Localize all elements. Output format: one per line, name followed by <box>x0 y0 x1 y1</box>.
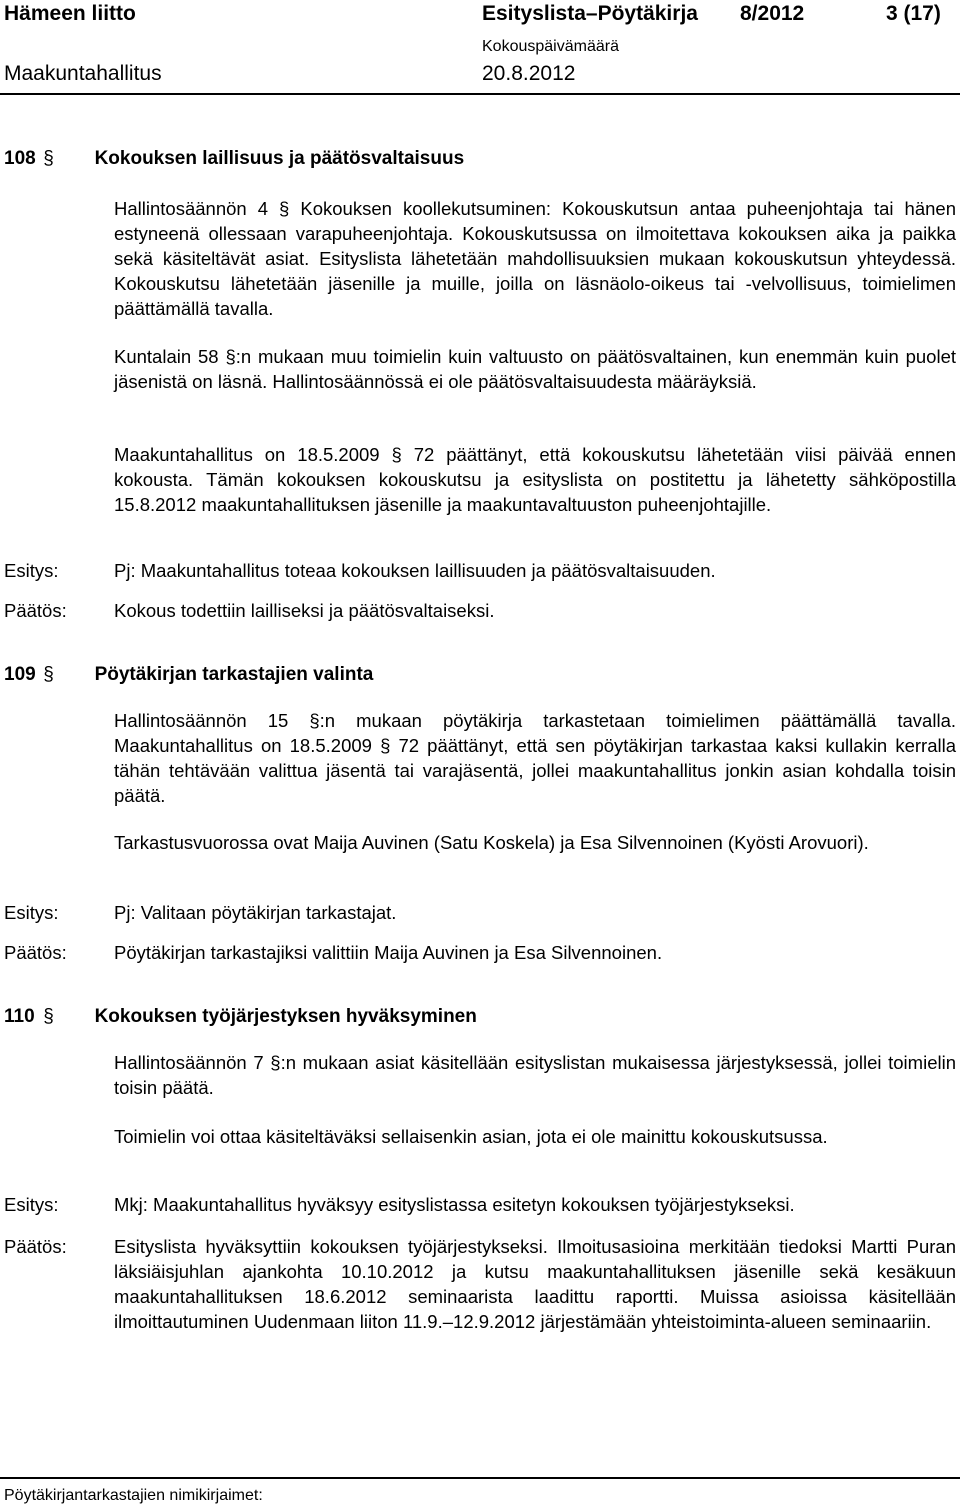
section-title: Kokouksen laillisuus ja päätösvaltaisuus <box>94 148 465 169</box>
section-number: 109 <box>4 664 36 685</box>
body-name: Maakuntahallitus <box>4 62 162 85</box>
document-header <box>4 0 956 32</box>
meeting-info <box>4 38 956 86</box>
document-number: 8/2012 <box>740 2 805 25</box>
section-symbol: § <box>43 1006 54 1027</box>
date-label: Kokouspäivämäärä <box>482 38 619 55</box>
document-type: Esityslista–Pöytäkirja <box>482 2 698 25</box>
meeting-date: 20.8.2012 <box>482 62 576 85</box>
esitys-label: Esitys: <box>4 1194 59 1215</box>
esitys-text: Mkj: Maakuntahallitus hyväksyy esityslistassa esitetyn kokouksen työjärjestykseksi. <box>114 1194 795 1215</box>
section-heading <box>4 1006 477 1028</box>
paatos-label: Päätös: <box>4 1236 67 1257</box>
paatos-label: Päätös: <box>4 942 67 963</box>
section-number: 108 <box>4 148 36 169</box>
paatos-text: Pöytäkirjan tarkastajiksi valittiin Maija Auvinen ja Esa Silvennoinen. <box>114 942 663 963</box>
section-symbol: § <box>43 148 54 169</box>
esitys-text: Pj: Valitaan pöytäkirjan tarkastajat. <box>114 902 397 923</box>
signatures-label: Pöytäkirjantarkastajien nimikirjaimet: <box>4 1487 263 1504</box>
section-symbol: § <box>43 664 54 685</box>
organization-name: Hämeen liitto <box>4 2 136 25</box>
section-heading <box>4 148 464 170</box>
paatos-text: Kokous todettiin lailliseksi ja päätösvaltaiseksi. <box>114 600 495 621</box>
section-paragraph: Kuntalain 58 §:n mukaan muu toimielin kuin valtuusto on päätösvaltainen, kun enemmän kuin puolet jäsenistä on läsnä. Hallintosäännössä ei ole päätösvaltaisuudesta määräyksiä. <box>114 346 956 392</box>
section-paragraph: Hallintosäännön 7 §:n mukaan asiat käsitellään esityslistan mukaisessa järjestyksessä, jollei toimielin toisin päätä. <box>114 1052 956 1098</box>
page-number: 3 (17) <box>886 2 941 25</box>
section-title: Kokouksen työjärjestyksen hyväksyminen <box>94 1006 477 1027</box>
section-paragraph: Tarkastusvuorossa ovat Maija Auvinen (Satu Koskela) ja Esa Silvennoinen (Kyösti Arovuori). <box>114 832 869 853</box>
section-heading <box>4 664 373 686</box>
section-paragraph: Toimielin voi ottaa käsiteltäväksi sellaisenkin asian, jota ei ole mainittu kokouskutsussa. <box>114 1126 828 1147</box>
section-title: Pöytäkirjan tarkastajien valinta <box>94 664 374 685</box>
header-divider <box>0 93 960 95</box>
paatos-text: Esityslista hyväksyttiin kokouksen työjärjestykseksi. Ilmoitusasioina merkitään tiedoksi Martti Puran läksiäisjuhlan ajankohta 10.10.2012 ja kutsu maakuntahallituksen jäsenille sekä kesäkuun maakuntahallituksen 18.6.2012 seminaarista laadittu raportti. Muissa asioissa käsitellään ilmoittautuminen Uudenmaan liiton 11.9.–12.9.2012 järjestämään yhteistoiminta-alueen seminaariin. <box>114 1236 956 1332</box>
section-paragraph: Maakuntahallitus on 18.5.2009 § 72 päättänyt, että kokouskutsu lähetetään viisi päivää ennen kokousta. Tämän kokouksen kokouskutsu ja esityslista on postitettu ja lähetetty sähköpostilla 15.8.2012 maakuntahallituksen jäsenille ja maakuntavaltuuston puheenjohtajille. <box>114 444 956 515</box>
paatos-label: Päätös: <box>4 600 67 621</box>
footer-divider <box>0 1477 960 1479</box>
esitys-label: Esitys: <box>4 902 59 923</box>
section-paragraph: Hallintosäännön 15 §:n mukaan pöytäkirja tarkastetaan toimielimen päättämällä tavalla. Maakuntahallitus on 18.5.2009 § 72 päättänyt, että sen pöytäkirjan tarkastaa kaksi kullakin kerralla tähän tehtävään valittua jäsentä tai varajäsentä, jollei maakuntahallitus jonkin asian kohdalla toisin päätä. <box>114 710 956 806</box>
esitys-text: Pj: Maakuntahallitus toteaa kokouksen laillisuuden ja päätösvaltaisuuden. <box>114 560 716 581</box>
section-paragraph: Hallintosäännön 4 § Kokouksen koollekutsuminen: Kokouskutsun antaa puheenjohtaja tai hänen estyneenä ollessaan varapuheenjohtaja. Kokouskutsussa on ilmoitettava kokouksen aika ja paikka sekä käsiteltävät asiat. Esityslista lähetetään mahdollisuuksien mukaan kokouskutsun yhteydessä. Kokouskutsu lähetetään jäsenille ja muille, joilla on läsnäolo-oikeus tai -velvollisuus, toimielimen päättämällä tavalla. <box>114 198 956 319</box>
esitys-label: Esitys: <box>4 560 59 581</box>
section-number: 110 <box>4 1006 35 1027</box>
